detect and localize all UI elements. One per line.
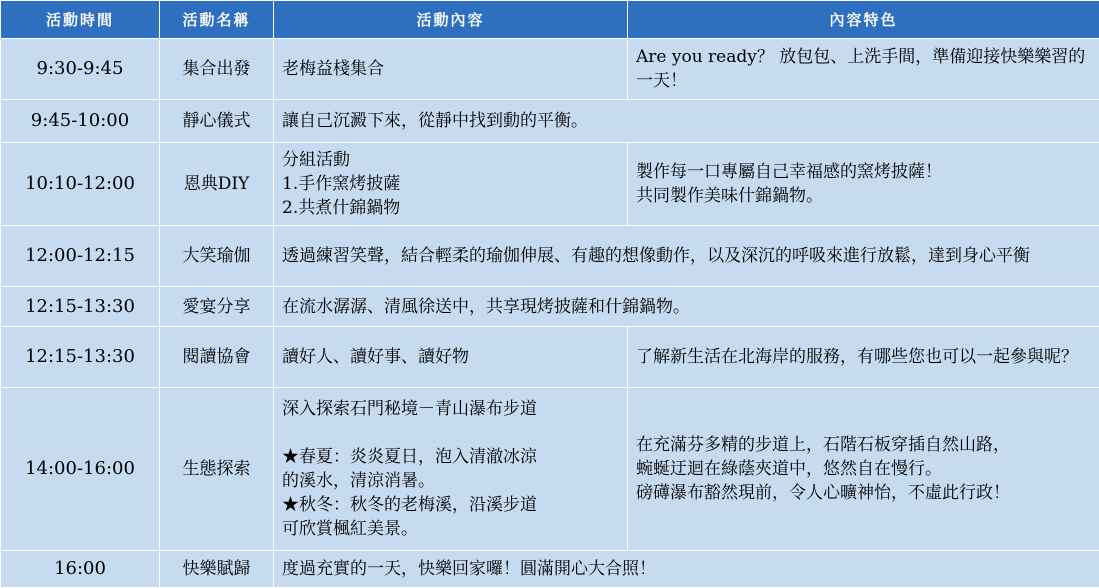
time-cell: 16:00 <box>1 551 160 588</box>
features-line: 製作每一口專屬自己幸福感的窯烤披薩！ <box>636 162 942 182</box>
content-line: 的溪水，清涼消暑。 <box>282 471 435 491</box>
features-line: 蜿蜒迂迴在綠蔭夾道中，悠然自在慢行。 <box>636 459 942 479</box>
content-line: 可欣賞楓紅美景。 <box>282 519 418 539</box>
time-cell: 14:00-16:00 <box>1 388 160 551</box>
table-row <box>1 287 1099 327</box>
activity-name-cell: 靜心儀式 <box>160 100 274 143</box>
features-line: 磅礡瀑布豁然現前，令人心曠神怡，不虛此行政！ <box>636 483 1010 503</box>
activity-name-cell: 集合出發 <box>160 39 274 100</box>
features-cell: 了解新生活在北海岸的服務，有哪些您也可以一起參與呢？ <box>628 327 1099 388</box>
activity-name-cell: 生態探索 <box>160 388 274 551</box>
activity-name-cell: 愛宴分享 <box>160 287 274 327</box>
time-cell: 12:15-13:30 <box>1 287 160 327</box>
table-row <box>1 551 1099 588</box>
content-cell <box>274 39 628 100</box>
content-line: 深入探索石門秘境－青山瀑布步道 <box>282 399 537 419</box>
content-cell <box>274 143 628 226</box>
time-cell: 12:00-12:15 <box>1 226 160 287</box>
time-cell: 9:30-9:45 <box>1 39 160 100</box>
table-row <box>1 226 1099 287</box>
header-content: 活動內容 <box>274 1 628 39</box>
content-line: ★春夏：炎炎夏日，泡入清澈冰涼 <box>282 447 537 467</box>
header-time: 活動時間 <box>1 1 160 39</box>
features-cell <box>628 388 1099 551</box>
content-line: 分組活動 <box>282 150 350 170</box>
content-line: 讀好人、讀好事、讀好物 <box>282 347 469 367</box>
table-row <box>1 327 1099 388</box>
table-row <box>1 100 1099 143</box>
header-name: 活動名稱 <box>160 1 274 39</box>
content-cell <box>274 388 628 551</box>
activity-name-cell: 大笑瑜伽 <box>160 226 274 287</box>
content-cell: 讓自己沉澱下來，從靜中找到動的平衡。 <box>274 100 1099 143</box>
table-row <box>1 143 1099 226</box>
content-line: 2.共煮什錦鍋物 <box>282 198 401 218</box>
header-features: 內容特色 <box>628 1 1099 39</box>
content-cell: 透過練習笑聲，結合輕柔的瑜伽伸展、有趣的想像動作，以及深沉的呼吸來進行放鬆，達到身心平衡 <box>274 226 1099 287</box>
content-spacer <box>282 421 619 445</box>
time-cell: 12:15-13:30 <box>1 327 160 388</box>
content-cell: 度過充實的一天，快樂回家囉！圓滿開心大合照！ <box>274 551 1099 588</box>
activity-name-cell: 閱讀協會 <box>160 327 274 388</box>
table-row <box>1 388 1099 551</box>
activity-name-cell: 快樂賦歸 <box>160 551 274 588</box>
features-line: 在充滿芬多精的步道上，石階石板穿插自然山路， <box>636 435 1010 455</box>
content-cell <box>274 327 628 388</box>
content-line: 1.手作窯烤披薩 <box>282 174 401 194</box>
activity-name-cell: 恩典DIY <box>160 143 274 226</box>
table-row <box>1 39 1099 100</box>
features-cell <box>628 143 1099 226</box>
content-line: ★秋冬：秋冬的老梅溪，沿溪步道 <box>282 495 537 515</box>
time-cell: 9:45-10:00 <box>1 100 160 143</box>
features-line: 共同製作美味什錦鍋物。 <box>636 186 823 206</box>
content-cell: 在流水潺潺、清風徐送中，共享現烤披薩和什錦鍋物。 <box>274 287 1099 327</box>
content-line: 老梅益棧集合 <box>282 59 384 79</box>
time-cell: 10:10-12:00 <box>1 143 160 226</box>
header-row <box>1 1 1099 39</box>
features-cell: Are you ready？ 放包包、上洗手間，準備迎接快樂樂習的一天！ <box>628 39 1099 100</box>
